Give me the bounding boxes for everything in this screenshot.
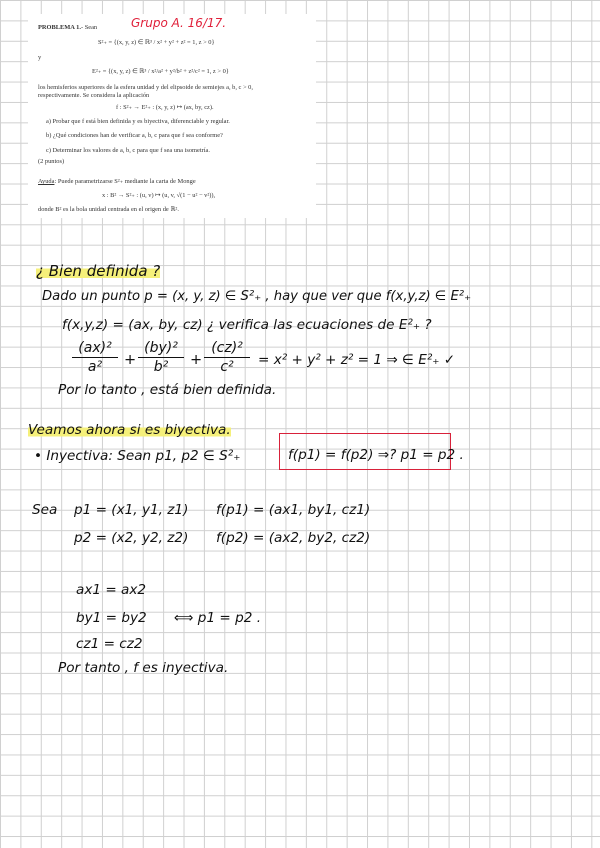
fraction-by — [138, 340, 184, 375]
item-a: a) Probar que f está bien definida y es biyectiva, diferenciable y regular. — [46, 118, 230, 125]
heading-well-defined — [36, 262, 160, 280]
equation-rhs: = x² + y² + z² = 1 ⇒ ∈ E²₊ ✓ — [258, 352, 456, 368]
fraction-cz — [204, 340, 250, 375]
description-line-2: respectivamente. Se considera la aplicación — [38, 92, 150, 99]
fp1-definition: f(p1) = (ax1, by1, cz1) — [216, 502, 371, 518]
problem-title: PROBLEMA 1. — [38, 24, 81, 31]
plus-2: + — [190, 352, 203, 368]
heading-bijective — [28, 422, 231, 438]
group-note: Grupo A. 16/17. — [131, 16, 227, 30]
printed-problem-statement — [28, 14, 316, 218]
conclusion-injective: Por tanto , f es inyectiva. — [58, 660, 229, 676]
hint-label: Ayuda — [38, 178, 55, 185]
points: (2 puntos) — [38, 158, 65, 165]
sphere-definition: S²₊ = {(x, y, z) ∈ ℝ³ / x² + y² + z² = 1, z > 0} — [98, 39, 215, 46]
fraction-cz-numerator: (cz)² — [211, 340, 243, 356]
fraction-by-numerator: (by)² — [144, 340, 178, 356]
boxed-implication-text: f(p1) = f(p2) ⇒? p1 = p2 . — [288, 447, 464, 463]
monge-chart: x : B² → S²₊ : (u, v) ↦ (u, v, √(1 − u² − v²)), — [102, 192, 216, 199]
item-b: b) ¿Qué condiciones han de verificar a, b, c para que f sea conforme? — [46, 132, 223, 139]
injective-statement: • Inyectiva: Sean p1, p2 ∈ S²₊ — [34, 448, 241, 464]
iff-conclusion: ⟺ p1 = p2 . — [174, 610, 262, 626]
heading-well-defined-text: ¿ Bien definida ? — [36, 262, 161, 280]
p2-definition: p2 = (x2, y2, z2) — [74, 530, 189, 546]
p1-definition: p1 = (x1, y1, z1) — [74, 502, 189, 518]
fraction-ax-numerator: (ax)² — [78, 340, 112, 356]
problem-intro: - Sean — [80, 24, 98, 31]
line-image-check: f(x,y,z) = (ax, by, cz) ¿ verifica las ecuaciones de E²₊ ? — [62, 317, 432, 333]
description-line-1: los hemisferios superiores de la esfera unidad y del elipsoide de semiejes a, b, c > 0, — [38, 84, 253, 91]
plus-1: + — [124, 352, 137, 368]
hint-text: : Puede parametrizarse S²₊ mediante la carta de Monge — [54, 178, 196, 185]
equation-z: cz1 = cz2 — [76, 636, 143, 652]
hint-end: donde B² es la bola unidad centrada en el origen de ℝ². — [38, 206, 179, 213]
fraction-by-bar — [138, 357, 184, 358]
problem-header — [38, 24, 97, 32]
equation-x: ax1 = ax2 — [76, 582, 147, 598]
connector-y: y — [38, 54, 42, 61]
hint-line — [38, 178, 196, 186]
fraction-ax-bar — [72, 357, 118, 358]
fp2-definition: f(p2) = (ax2, by2, cz2) — [216, 530, 371, 546]
map-definition: f : S²₊ → E²₊ : (x, y, z) ↦ (ax, by, cz). — [116, 104, 214, 111]
conclusion-well-defined: Por lo tanto , está bien definida. — [58, 382, 277, 398]
ellipsoid-definition: E²₊ = {(x, y, z) ∈ ℝ³ / x²/a² + y²/b² + z²/c² = 1, z > 0} — [92, 68, 229, 75]
fraction-cz-denominator: c² — [220, 359, 234, 375]
fraction-ax-denominator: a² — [87, 359, 103, 375]
item-c: c) Determinar los valores de a, b, c para que f sea una isometría. — [46, 147, 210, 154]
heading-bijective-text: Veamos ahora si es biyectiva. — [28, 422, 231, 438]
fraction-by-denominator: b² — [153, 359, 169, 375]
equation-y: by1 = by2 — [76, 610, 147, 626]
fraction-ax — [72, 340, 118, 375]
sea-label: Sea — [32, 502, 58, 518]
line-point-definition: Dado un punto p = (x, y, z) ∈ S²₊ , hay que ver que f(x,y,z) ∈ E²₊ — [42, 289, 472, 304]
fraction-cz-bar — [204, 357, 250, 358]
